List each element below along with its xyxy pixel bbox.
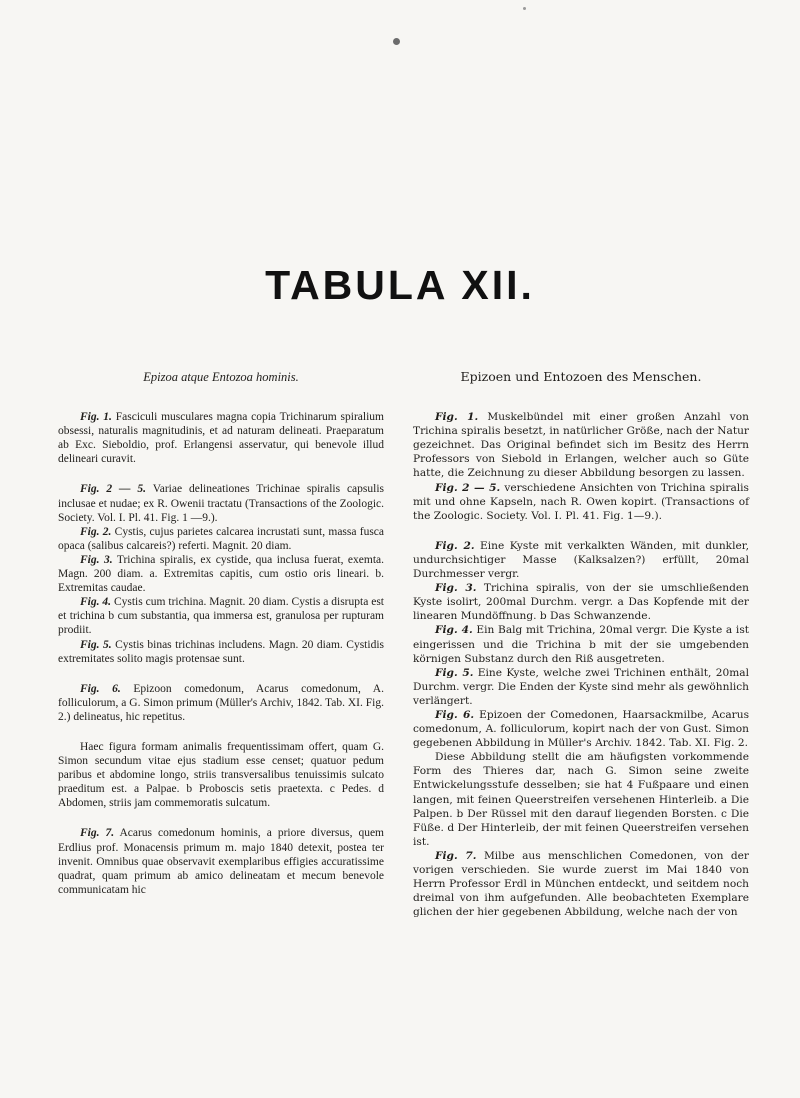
german-para-fig3: Fig. 3. Trichina spiralis, von der sie umschließenden Kyste isolirt, 200mal Durchm. vergr. a Das Kopfende mit der linearen Mundöffnung. b Das Schwanzende. xyxy=(413,582,749,623)
german-para-fig7: Fig. 7. Milbe aus menschlichen Comedonen, von der vorigen verschieden. Sie wurde zuerst im Mai 1840 von Herrn Professor Erdl in München entdeckt, und seitdem noch dreimal von ihm aufgefunden. Alle beobachteten Exemplare glichen der hier gegebenen Abbildung, welche nach der von xyxy=(413,849,749,919)
ink-speck-small xyxy=(523,7,526,10)
latin-para-fig6: Fig. 6. Epizoon comedonum, Acarus comedonum, A. folliculorum, a G. Simon primum (Müller's Archiv, 1842. Tab. XI. Fig. 2.) delineatus, hic repetitus. xyxy=(58,682,384,723)
latin-para-fig2: Fig. 2. Cystis, cujus parietes calcarea incrustati sunt, massa fusca opaca (salibus calcareis?) referti. Magnit. 20 diam. xyxy=(58,525,384,552)
german-column xyxy=(413,370,749,919)
german-para-fig2: Fig. 2. Eine Kyste mit verkalkten Wänden, mit dunkler, undurchsichtiger Masse (Kalksalzen?) erfüllt, 20mal Durchmesser vergr. xyxy=(413,539,750,581)
ink-speck xyxy=(393,38,400,45)
german-para-fig2-5: Fig. 2 — 5. verschiedene Ansichten von Trichina spiralis mit und ohne Kapseln, nach R. Owen kopirt. (Transactions of the Zoologic. Society. Vol. I. Pl. 41. Fig. 1—9.). xyxy=(413,481,749,522)
latin-para-fig3: Fig. 3. Trichina spiralis, ex cystide, qua inclusa fuerat, exemta. Magn. 200 diam. a. Extremitas capitis, cum ostio oris lineari. b. Extremitas caudae. xyxy=(58,553,384,595)
latin-para-fig1: Fig. 1. Fasciculi musculares magna copia Trichinarum spiralium obsessi, naturalis magnitudinis, et ad naturam delineati. Praeparatum ab Exc. Sieboldio, prof. Erlangensi asservatur, qui benevole illud delineari curavit. xyxy=(58,411,384,466)
german-para-fig1: Fig. 1. Muskelbündel mit einer großen Anzahl von Trichina spiralis besetzt, in natürlicher Größe, nach der Natur gezeichnet. Das Original befindet sich im Besitz des Herrn Professors von Siebold in Erlangen, welcher auch so Güte hatte, die Zeichnung zu dieser Abbildung besorgen zu lassen. xyxy=(413,411,749,480)
latin-para-fig6-desc: Haec figura formam animalis frequentissimam offert, quam G. Simon secundum vitae ejus stadium esse censet; quatuor pedum paribus et abdomine longo, striis transversalibus tenuissimis sulcato praeditum est. a Palpae. b Proboscis setis praetexta. c Pedes. d Abdomen, striis jam commemoratis sulcatum. xyxy=(58,740,384,810)
latin-para-fig5: Fig. 5. Cystis binas trichinas includens. Magn. 20 diam. Cystidis extremitates solito magis protensae sunt. xyxy=(58,638,384,665)
german-heading: Epizoen und Entozoen des Menschen. xyxy=(460,369,702,384)
german-para-fig5: Fig. 5. Eine Kyste, welche zwei Trichinen enthält, 20mal Durchm. vergr. Die Enden der Kyste sind mehr als gewöhnlich verlängert. xyxy=(413,666,750,707)
plate-title: TABULA XII. xyxy=(265,262,535,308)
german-para-fig4: Fig. 4. Ein Balg mit Trichina, 20mal vergr. Die Kyste a ist eingerissen und die Trichina b mit der sie umgebenden körnigen Substanz durch den Riß ausgetreten. xyxy=(413,624,750,665)
latin-heading: Epizoa atque Entozoa hominis. xyxy=(143,370,299,384)
latin-para-fig2-5: Fig. 2 — 5. Variae delineationes Trichinae spiralis capsulis inclusae et nudae; ex R. Owenii tractatu (Transactions of the Zoologic. Society. Vol. I. Pl. 41. Fig. 1 —9.). xyxy=(58,483,385,524)
latin-para-fig7: Fig. 7. Acarus comedonum hominis, a priore diversus, quem Erdlius prof. Monacensis primum m. majo 1840 detexit, postea ter invenit. Omnibus quae observavit exemplaribus effigies accuratissime quadrat, quam primum ab amico delineatam et mecum benevole communicatam hic xyxy=(58,827,384,896)
latin-para-fig4: Fig. 4. Cystis cum trichina. Magnit. 20 diam. Cystis a disrupta est et trichina b cum substantia, qua immersa est, granulosa per rupturam prodiit. xyxy=(58,596,384,637)
german-para-fig6: Fig. 6. Epizoen der Comedonen, Haarsackmilbe, Acarus comedonum, A. folliculorum, kopirt nach der von Gust. Simon gegebenen Abbildung in Müller's Archiv. 1842. Tab. XI. Fig. 2. xyxy=(413,708,750,750)
latin-column xyxy=(58,370,384,897)
german-para-fig6-desc: Diese Abbildung stellt die am häufigsten vorkommende Form des Thieres dar, nach G. Simon seine zweite Entwickelungsstufe desselben; sie hat 4 Fußpaare und einen langen, mit feinen Queerstreifen versehenen Hinterleib. a Die Palpen. b Der Rüssel mit den darauf liegenden Borsten. c Die Füße. d Der Hinterleib, der mit feinen Queerstreifen versehen ist. xyxy=(413,751,749,848)
